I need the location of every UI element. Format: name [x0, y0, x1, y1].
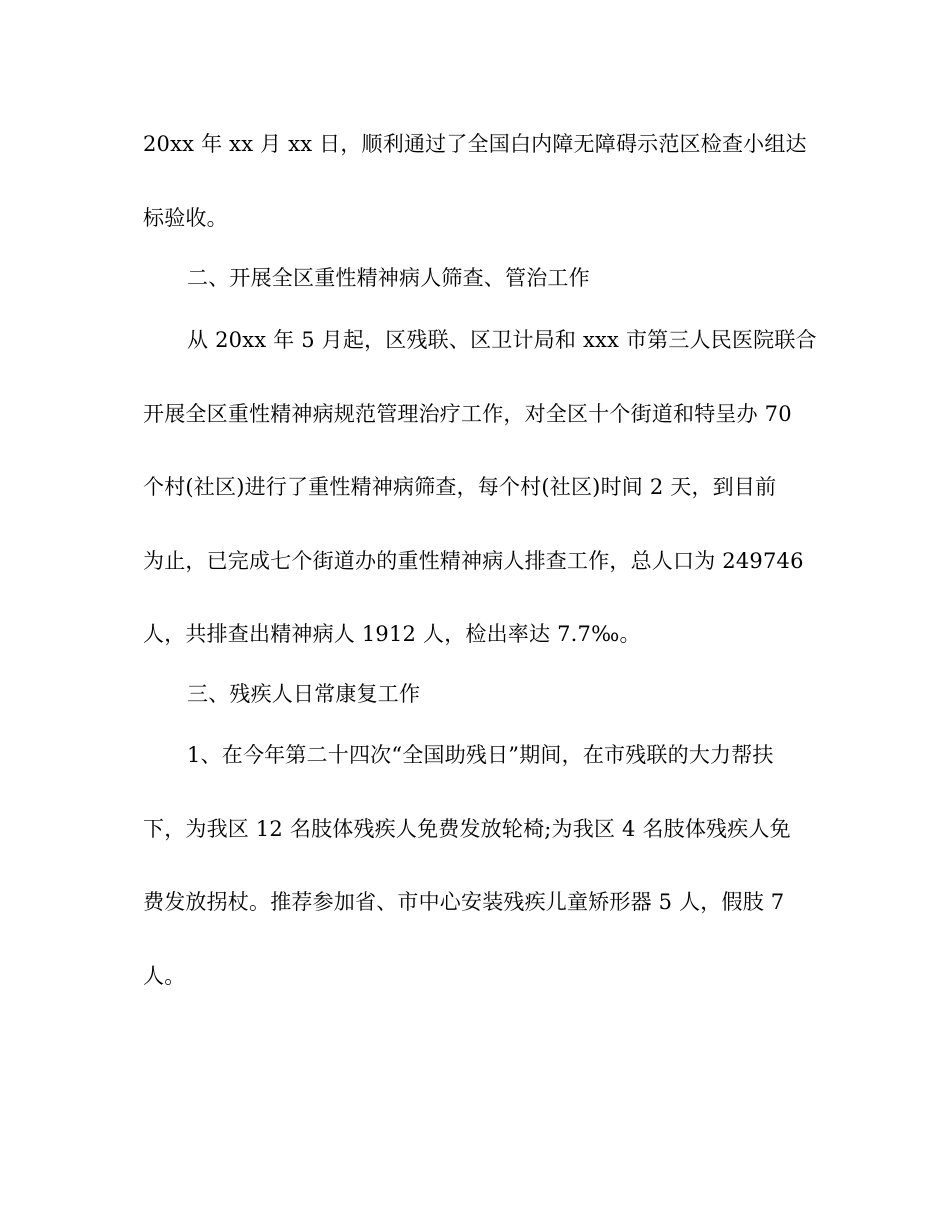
- paragraph-line: 下，为我区 12 名肢体残疾人免费发放轮椅;为我区 4 名肢体残疾人免: [143, 817, 791, 841]
- paragraph-line: 标验收。: [143, 206, 228, 230]
- paragraph-line: 人，共排查出精神病人 1912 人，检出率达 7.7‰。: [143, 622, 641, 646]
- paragraph-line: 费发放拐杖。推荐参加省、市中心安装残疾儿童矫形器 5 人，假肢 7: [143, 890, 785, 914]
- paragraph-line: 人。: [143, 964, 186, 988]
- paragraph-line: 20xx 年 xx 月 xx 日，顺利通过了全国白内障无障碍示范区检查小组达: [143, 132, 807, 156]
- section-heading: 二、开展全区重性精神病人筛查、管治工作: [187, 266, 590, 290]
- paragraph-line: 为止，已完成七个街道办的重性精神病人排查工作，总人口为 249746: [143, 549, 804, 573]
- paragraph-line: 1、在今年第二十四次“全国助残日”期间，在市残联的大力帮扶: [187, 743, 774, 767]
- paragraph-line: 个村(社区)进行了重性精神病筛查，每个村(社区)时间 2 天，到目前: [143, 475, 777, 499]
- section-heading: 三、残疾人日常康复工作: [187, 682, 421, 706]
- paragraph-line: 从 20xx 年 5 月起，区残联、区卫计局和 xxx 市第三人民医院联合: [187, 328, 817, 352]
- paragraph-line: 开展全区重性精神病规范管理治疗工作，对全区十个街道和特呈办 70: [143, 402, 792, 426]
